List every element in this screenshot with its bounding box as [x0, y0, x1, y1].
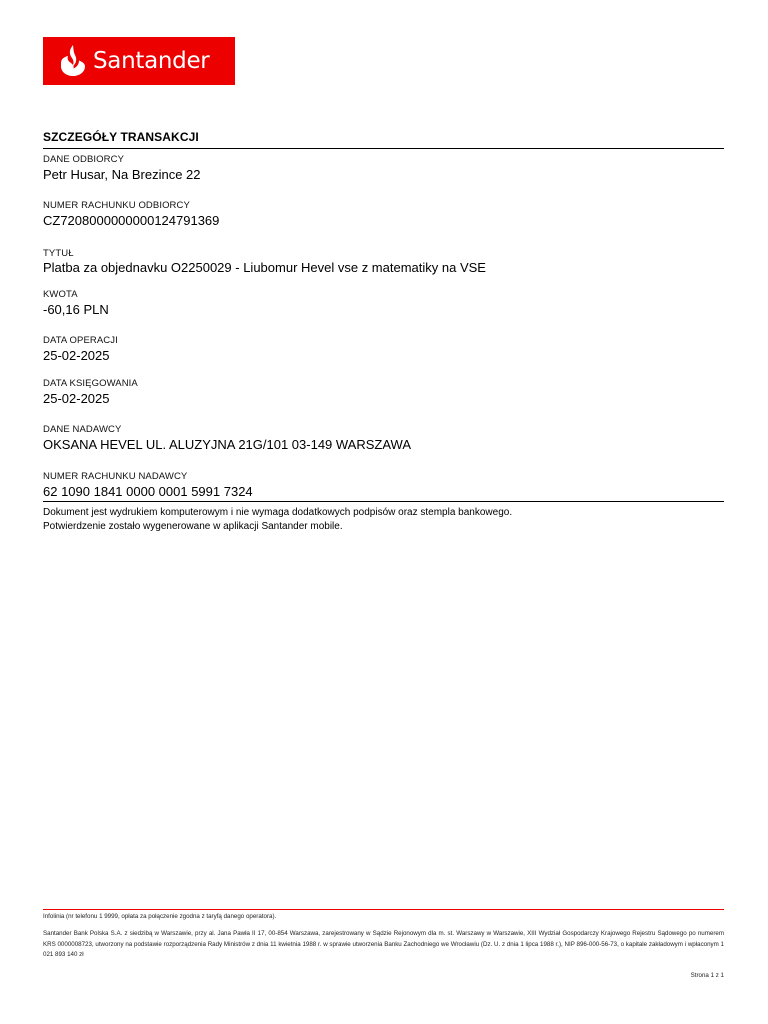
recipient-account-label: NUMER RACHUNKU ODBIORCY: [43, 200, 190, 211]
booking-date-value: 25-02-2025: [43, 391, 110, 406]
sender-account-value: 62 1090 1841 0000 0001 5991 7324: [43, 484, 253, 499]
booking-date-label: DATA KSIĘGOWANIA: [43, 378, 138, 389]
section-title: SZCZEGÓŁY TRANSAKCJI: [43, 130, 199, 144]
section-divider: [43, 148, 724, 149]
recipient-account-value: CZ7208000000000124791369: [43, 213, 220, 228]
disclaimer-note: Dokument jest wydrukiem komputerowym i nie wymaga dodatkowych podpisów oraz stempla bankowego.: [43, 507, 513, 518]
amount-value: -60,16 PLN: [43, 302, 109, 317]
flame-icon: [58, 44, 88, 78]
sender-account-label: NUMER RACHUNKU NADAWCY: [43, 471, 188, 482]
fields-divider: [43, 501, 724, 502]
santander-logo: [43, 37, 235, 85]
recipient-value: Petr Husar, Na Brezince 22: [43, 167, 201, 182]
logo-wordmark: Santander: [93, 48, 210, 74]
sender-label: DANE NADAWCY: [43, 424, 122, 435]
footer-hotline: Infolinia (nr telefonu 1 9999, opłata za połączenie zgodna z taryfą danego operatora).: [43, 913, 277, 920]
operation-date-label: DATA OPERACJI: [43, 335, 118, 346]
title-label: TYTUŁ: [43, 248, 74, 259]
amount-label: KWOTA: [43, 289, 78, 300]
page-number: Strona 1 z 1: [690, 972, 724, 979]
operation-date-value: 25-02-2025: [43, 348, 110, 363]
sender-value: OKSANA HEVEL UL. ALUZYJNA 21G/101 03-149 WARSZAWA: [43, 437, 411, 452]
title-value: Platba za objednavku O2250029 - Liubomur Hevel vse z matematiky na VSE: [43, 260, 486, 275]
footer-legal-text: Santander Bank Polska S.A. z siedzibą w Warszawie, przy al. Jana Pawła II 17, 00-854 Warszawa, zarejestrowany w Sądzie Rejonowym dla m. st. Warszawy w Warszawie, XIII Wydział Gospodarczy Krajowego Rejestru Sądowego po numerem KRS 0000008723, utworzony na podstawie rozporządzenia Rady Ministrów z dnia 11 kwietnia 1988 r. w sprawie utworzenia Banku Zachodniego we Wrocławiu (Dz. U. z dnia 1 lipca 1988 r.), NIP 896-000-56-73, o kapitale zakładowym i wpłaconym 1 021 893 140 zł: [43, 930, 724, 958]
recipient-label: DANE ODBIORCY: [43, 154, 125, 165]
generated-note: Potwierdzenie zostało wygenerowane w aplikacji Santander mobile.: [43, 521, 343, 532]
footer-divider: [43, 909, 724, 910]
